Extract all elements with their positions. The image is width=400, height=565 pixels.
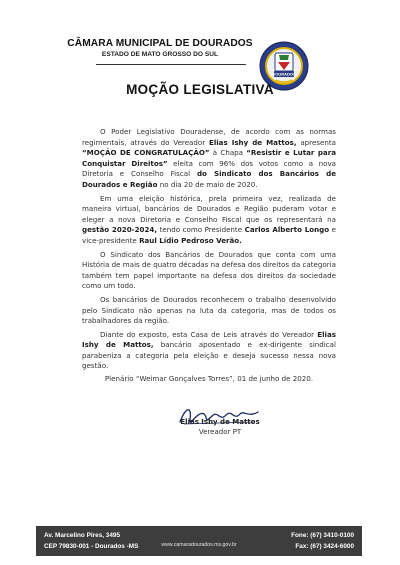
footer-address: Av. Marcelino Pires, 3495 xyxy=(44,532,121,539)
closing-line: Plenário “Weimar Gonçalves Torres”, 01 de junho de 2020. xyxy=(104,374,314,383)
footer-cep: CEP 79830-001 - Dourados -MS xyxy=(44,543,139,550)
footer-address-block xyxy=(44,530,138,552)
chamber-title: CÂMARA MUNICIPAL DE DOURADOS xyxy=(67,38,253,49)
paragraph-4: Os bancários de Dourados reconhecem o trabalho desenvolvido pelo Sindicato não apenas na luta da categoria, mas de todos os trabalhadores da região. xyxy=(82,294,336,326)
paragraph-3: O Sindicato dos Bancários de Dourados que conta com uma História de mais de quatro décadas na defesa dos direitos da categoria também tem papel importante na defesa dos direitos da sociedade como um todo. xyxy=(82,249,336,291)
body-text xyxy=(82,127,336,375)
footer-contact-block xyxy=(291,530,354,552)
crest-text: DOURADOS xyxy=(272,71,296,77)
letterhead xyxy=(0,30,400,80)
footer-phone: Fone: (67) 3410-0100 xyxy=(291,532,354,539)
footer-bar xyxy=(36,526,362,556)
footer-website[interactable]: www.camaradourados.ms.gov.br xyxy=(161,542,237,548)
document-title: MOÇÃO LEGISLATIVA xyxy=(126,82,274,97)
signatory-role: Vereador PT xyxy=(198,428,242,436)
paragraph-1: O Poder Legislativo Douradense, de acordo com as normas regimentais, através do Vereador Elias Ishy de Mattos, apresenta “MOÇÃO DE CONGRATULAÇÃO” à Chapa “Resistir e Lutar para Conquistar Direitos” eleita com 96% dos votos como a nova Diretoria e Conselho Fiscal do Sindicato dos Bancários de Dourados e Região no dia 20 de maio de 2020. xyxy=(82,127,337,189)
state-subtitle: ESTADO DE MATO GROSSO DO SUL xyxy=(101,51,219,58)
header-divider xyxy=(96,64,246,65)
footer-fax: Fax: (67) 3424-6000 xyxy=(295,543,354,550)
paragraph-2: Em uma eleição histórica, prela primeira vez, realizada de maneira virtual, bancários de Dourados e Região puderam votar e eleger a nova Diretoria e Conselho Fiscal que os representará na gestão 2020-2024, tendo como Presidente Carlos Alberto Longo e vice-presidente Raul Lídio Pedroso Verão. xyxy=(82,193,336,245)
signatory-name: Elias Ishy de Mattos xyxy=(180,418,260,426)
paragraph-5: Diante do exposto, esta Casa de Leis através do Vereador Elias Ishy de Mattos, bancário aposentado e ex-dirigente sindical parabeniza a categoria pela eleição e deseja sucesso nessa nova gestão. xyxy=(82,329,336,371)
